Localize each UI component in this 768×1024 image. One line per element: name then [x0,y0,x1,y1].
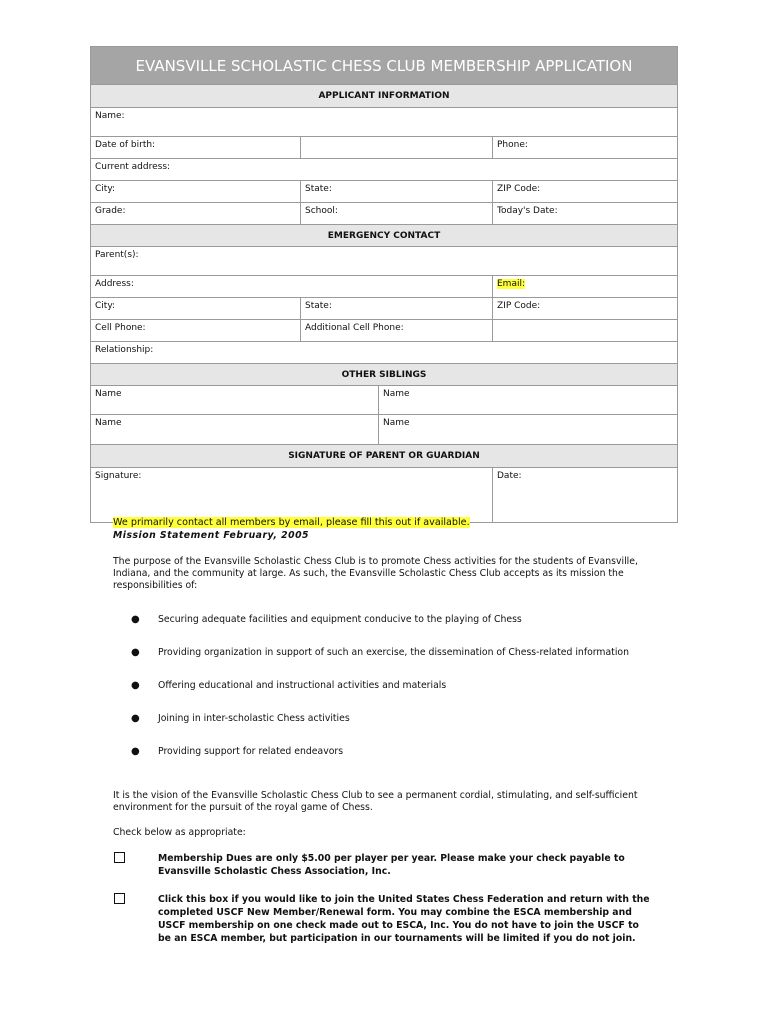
bullet-icon: ● [131,614,140,625]
row-relationship [91,342,677,364]
section-emergency-contact: EMERGENCY CONTACT [91,225,677,247]
section-signature: SIGNATURE OF PARENT OR GUARDIAN [91,445,677,468]
row-emergency-city [91,298,677,320]
list-item [131,647,651,659]
state-field[interactable]: State: [300,181,492,202]
membership-form [90,46,678,523]
current-address-field[interactable]: Current address: [95,162,171,172]
section-other-siblings: OTHER SIBLINGS [91,364,677,386]
row-parents [91,247,677,276]
row-siblings-1 [91,386,677,415]
signature-date-field[interactable]: Date: [492,468,677,522]
bullet-text: Joining in inter-scholastic Chess activities [158,713,350,724]
bullet-icon: ● [131,647,140,658]
row-dob-phone [91,137,677,159]
sibling-name-field[interactable]: Name [378,386,677,414]
row-signature [91,468,677,523]
school-field[interactable]: School: [300,203,492,224]
dob-field[interactable]: Date of birth: [95,140,156,150]
todays-date-field[interactable]: Today's Date: [492,203,677,224]
sibling-name-field[interactable]: Name [95,389,122,399]
additional-cell-phone-field[interactable]: Additional Cell Phone: [300,320,492,341]
list-item [131,680,651,692]
form-title: EVANSVILLE SCHOLASTIC CHESS CLUB MEMBERSHIP APPLICATION [91,47,677,85]
section-applicant-information: APPLICANT INFORMATION [91,85,677,108]
mission-heading: Mission Statement February, 2005 [113,530,310,541]
emergency-state-field[interactable]: State: [300,298,492,319]
sibling-name-field[interactable]: Name [378,415,677,444]
phone-field[interactable]: Phone: [492,137,677,158]
email-notice [113,517,658,529]
bullet-text: Providing support for related endeavors [158,746,344,757]
uscf-check-option [114,893,654,945]
purpose-paragraph: The purpose of the Evansville Scholastic Chess Club is to promote Chess activities for the students of Evansville, Indiana, and the community at large. As such, the Evansville Scholastic Chess Club accepts as its mission the responsibilities of: [113,556,638,591]
relationship-field[interactable]: Relationship: [95,345,154,355]
uscf-checkbox[interactable] [114,893,125,904]
row-siblings-2 [91,415,677,445]
dues-check-option [114,852,654,878]
bullet-icon: ● [131,713,140,724]
row-cell-phones [91,320,677,342]
mission-bullet-list [131,614,651,758]
emergency-city-field[interactable]: City: [95,301,116,311]
uscf-check-text: Click this box if you would like to join the United States Chess Federation and return with the completed USCF New Member/Renewal form. You may combine the ESCA membership and USCF membership on one check made out to ESCA, Inc. You do not have to join the USCF to be an ESCA member, but participation in our tournaments will be limited if you do not join. [158,894,650,944]
parents-field[interactable]: Parent(s): [95,250,139,260]
row-city-state-zip [91,181,677,203]
email-notice-text: We primarily contact all members by email, please fill this out if available. [113,517,470,528]
zip-field[interactable]: ZIP Code: [492,181,677,202]
vision-paragraph: It is the vision of the Evansville Scholastic Chess Club to see a permanent cordial, stimulating, and self-sufficient environment for the pursuit of the royal game of Chess. [113,790,638,813]
list-item [131,713,651,725]
dob-value-field[interactable] [300,137,492,158]
cell-phone-blank-field[interactable] [492,320,677,341]
dues-check-text: Membership Dues are only $5.00 per player per year. Please make your check payable to Evansville Scholastic Chess Association, Inc. [158,853,625,877]
row-address [91,159,677,181]
row-address-email [91,276,677,298]
signature-field[interactable]: Signature: [95,471,142,481]
email-field[interactable] [492,276,677,297]
name-field[interactable]: Name: [95,111,125,121]
check-intro: Check below as appropriate: [113,827,246,838]
city-field[interactable]: City: [95,184,116,194]
bullet-text: Securing adequate facilities and equipment conducive to the playing of Chess [158,614,522,625]
list-item [131,614,651,626]
grade-field[interactable]: Grade: [95,206,126,216]
emergency-address-field[interactable]: Address: [95,279,134,289]
cell-phone-field[interactable]: Cell Phone: [95,323,146,333]
bullet-text: Providing organization in support of such an exercise, the dissemination of Chess-related information [158,647,629,658]
emergency-zip-field[interactable]: ZIP Code: [492,298,677,319]
row-grade-school-date [91,203,677,225]
bullet-text: Offering educational and instructional activities and materials [158,680,447,691]
dues-checkbox[interactable] [114,852,125,863]
list-item [131,746,651,758]
bullet-icon: ● [131,746,140,757]
bullet-icon: ● [131,680,140,691]
sibling-name-field[interactable]: Name [95,418,122,428]
row-name [91,108,677,137]
email-label: Email: [497,279,526,289]
